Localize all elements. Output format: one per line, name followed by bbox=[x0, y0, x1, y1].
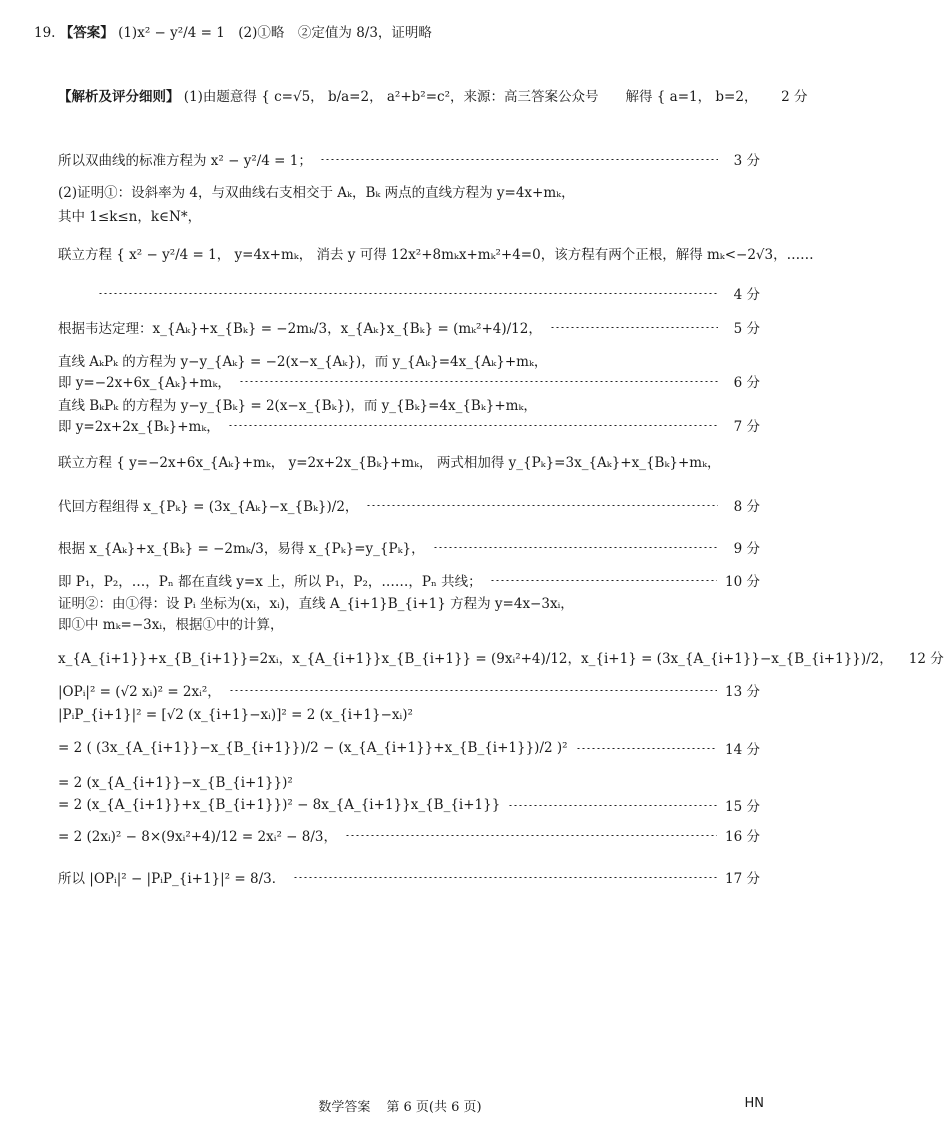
score-mark: 6 分 bbox=[733, 375, 760, 391]
footer-code: HN bbox=[744, 1096, 764, 1111]
leader-dots bbox=[550, 327, 718, 328]
solution-text: |PᵢP_{i+1}|² = [√2 (x_{i+1}−xᵢ)]² = 2 (x_{i+1}−xᵢ)² bbox=[58, 707, 413, 723]
solution-text: (1)由题意得 { c=√5， b/a=2， a²+b²=c²，来源：高三答案公众号 解得 { a=1， b=2， bbox=[183, 89, 758, 105]
leader-dots bbox=[366, 505, 718, 506]
solution-line-13 bbox=[58, 490, 760, 520]
solution-text: 所以双曲线的标准方程为 x² − y²/4 = 1； bbox=[58, 153, 312, 169]
leader-dots bbox=[433, 547, 718, 548]
solution-line-5 bbox=[58, 238, 814, 268]
page-footer bbox=[0, 1096, 800, 1115]
solution-line-6 bbox=[58, 278, 760, 308]
solution-text: = 2 (2xᵢ)² − 8×(9xᵢ²+4)/12 = 2xᵢ² − 8/3， bbox=[58, 829, 337, 845]
solution-text: 联立方程 { x² − y²/4 = 1， y=4x+mₖ， 消去 y 可得 12x²+8mₖx+mₖ²+4=0，该方程有两个正根，解得 mₖ<−2√3，…… bbox=[58, 247, 814, 263]
solution-line-25 bbox=[58, 862, 760, 892]
score-mark: 10 分 bbox=[725, 574, 760, 590]
solution-text: 联立方程 { y=−2x+6x_{Aₖ}+mₖ， y=2x+2x_{Bₖ}+mₖ， 两式相加得 y_{Pₖ}=3x_{Aₖ}+x_{Bₖ}+mₖ， bbox=[58, 455, 721, 471]
score-mark: 12 分 bbox=[908, 651, 944, 667]
score-mark: 13 分 bbox=[725, 684, 760, 700]
solution-line-24 bbox=[58, 820, 760, 850]
score-mark: 17 分 bbox=[725, 871, 760, 887]
score-mark: 3 分 bbox=[733, 153, 760, 169]
leader-dots bbox=[228, 425, 718, 426]
solution-text: = 2 (x_{A_{i+1}}+x_{B_{i+1}})² − 8x_{A_{i+1}}x_{B_{i+1}} bbox=[58, 797, 501, 813]
solution-line-23 bbox=[58, 790, 760, 820]
solution-line-1 bbox=[58, 80, 808, 110]
solution-line-17 bbox=[58, 608, 760, 638]
problem-number: 19. bbox=[34, 25, 56, 41]
solution-text: = 2 ( (3x_{A_{i+1}}−x_{B_{i+1}})/2 − (x_{A_{i+1}}+x_{B_{i+1}})/2 )² bbox=[58, 740, 568, 756]
leader-dots bbox=[576, 748, 717, 749]
solution-text: 根据 x_{Aₖ}+x_{Bₖ} = −2mₖ/3，易得 x_{Pₖ}=y_{Pₖ}， bbox=[58, 541, 425, 557]
score-mark: 9 分 bbox=[733, 541, 760, 557]
solution-text: 直线 AₖPₖ 的方程为 y−y_{Aₖ} = −2(x−x_{Aₖ})，而 y_{Aₖ}=4x_{Aₖ}+mₖ， bbox=[58, 354, 548, 370]
solution-text: 代回方程组得 x_{Pₖ} = (3x_{Aₖ}−x_{Bₖ})/2， bbox=[58, 499, 359, 515]
solution-text: 即 P₁，P₂，…，Pₙ 都在直线 y=x 上，所以 P₁，P₂，……，Pₙ 共线； bbox=[58, 574, 482, 590]
leader-dots bbox=[239, 381, 718, 382]
solution-line-18 bbox=[58, 642, 944, 672]
solution-header: 【解析及评分细则】 bbox=[58, 89, 180, 105]
score-mark: 14 分 bbox=[725, 742, 760, 758]
solution-text: 直线 BₖPₖ 的方程为 y−y_{Bₖ} = 2(x−x_{Bₖ})，而 y_{Bₖ}=4x_{Bₖ}+mₖ， bbox=[58, 398, 537, 414]
score-mark: 15 分 bbox=[725, 799, 760, 815]
leader-dots bbox=[508, 805, 717, 806]
solution-line-11 bbox=[58, 410, 760, 440]
solution-text: 所以 |OPᵢ|² − |PᵢP_{i+1}|² = 8/3． bbox=[58, 871, 286, 887]
solution-line-7 bbox=[58, 312, 760, 342]
solution-text: 证明②：由①得：设 Pᵢ 坐标为(xᵢ，xᵢ)，直线 A_{i+1}B_{i+1} 方程为 y=4x−3xᵢ， bbox=[58, 596, 574, 612]
solution-line-14 bbox=[58, 532, 760, 562]
solution-line-2 bbox=[58, 144, 760, 174]
solution-text: (2)证明①：设斜率为 4，与双曲线右支相交于 Aₖ，Bₖ 两点的直线方程为 y=4x+mₖ， bbox=[58, 185, 575, 201]
answer-line bbox=[34, 16, 760, 46]
leader-dots bbox=[345, 835, 717, 836]
solution-text: x_{A_{i+1}}+x_{B_{i+1}}=2xᵢ，x_{A_{i+1}}x_{B_{i+1}} = (9xᵢ²+4)/12，x_{i+1} = (3x_{A_{i+1}}−x_{B_{i+1}})/2， bbox=[58, 651, 893, 667]
score-mark: 5 分 bbox=[733, 321, 760, 337]
solution-text: 其中 1≤k≤n，k∈N*， bbox=[58, 209, 202, 225]
solution-line-12 bbox=[58, 446, 760, 476]
solution-text: 即 y=−2x+6x_{Aₖ}+mₖ， bbox=[58, 375, 231, 391]
footer-subject: 数学答案 bbox=[318, 1100, 371, 1115]
score-mark: 4 分 bbox=[733, 287, 760, 303]
footer-page-number: 第 6 页(共 6 页) bbox=[386, 1100, 482, 1115]
leader-dots bbox=[293, 877, 717, 878]
solution-line-21 bbox=[58, 733, 760, 763]
solution-text: 即①中 mₖ=−3xᵢ，根据①中的计算， bbox=[58, 617, 284, 633]
score-mark: 16 分 bbox=[725, 829, 760, 845]
leader-dots bbox=[229, 690, 717, 691]
answer-label: 【答案】 bbox=[59, 25, 114, 41]
leader-dots bbox=[490, 580, 717, 581]
answer-text: (1)x² − y²/4 = 1 (2)①略 ②定值为 8/3，证明略 bbox=[118, 25, 432, 41]
solution-text: |OPᵢ|² = (√2 xᵢ)² = 2xᵢ²， bbox=[58, 684, 221, 700]
score-mark: 8 分 bbox=[733, 499, 760, 515]
solution-line-20 bbox=[58, 700, 760, 730]
solution-line-4 bbox=[58, 200, 760, 230]
score-mark: 2 分 bbox=[781, 89, 808, 105]
solution-text: 即 y=2x+2x_{Bₖ}+mₖ， bbox=[58, 419, 220, 435]
solution-text: = 2 (x_{A_{i+1}}−x_{B_{i+1}})² bbox=[58, 775, 293, 791]
leader-dots bbox=[98, 293, 718, 294]
score-mark: 7 分 bbox=[733, 419, 760, 435]
solution-text: 根据韦达定理：x_{Aₖ}+x_{Bₖ} = −2mₖ/3，x_{Aₖ}x_{Bₖ} = (mₖ²+4)/12， bbox=[58, 321, 542, 337]
leader-dots bbox=[320, 159, 718, 160]
